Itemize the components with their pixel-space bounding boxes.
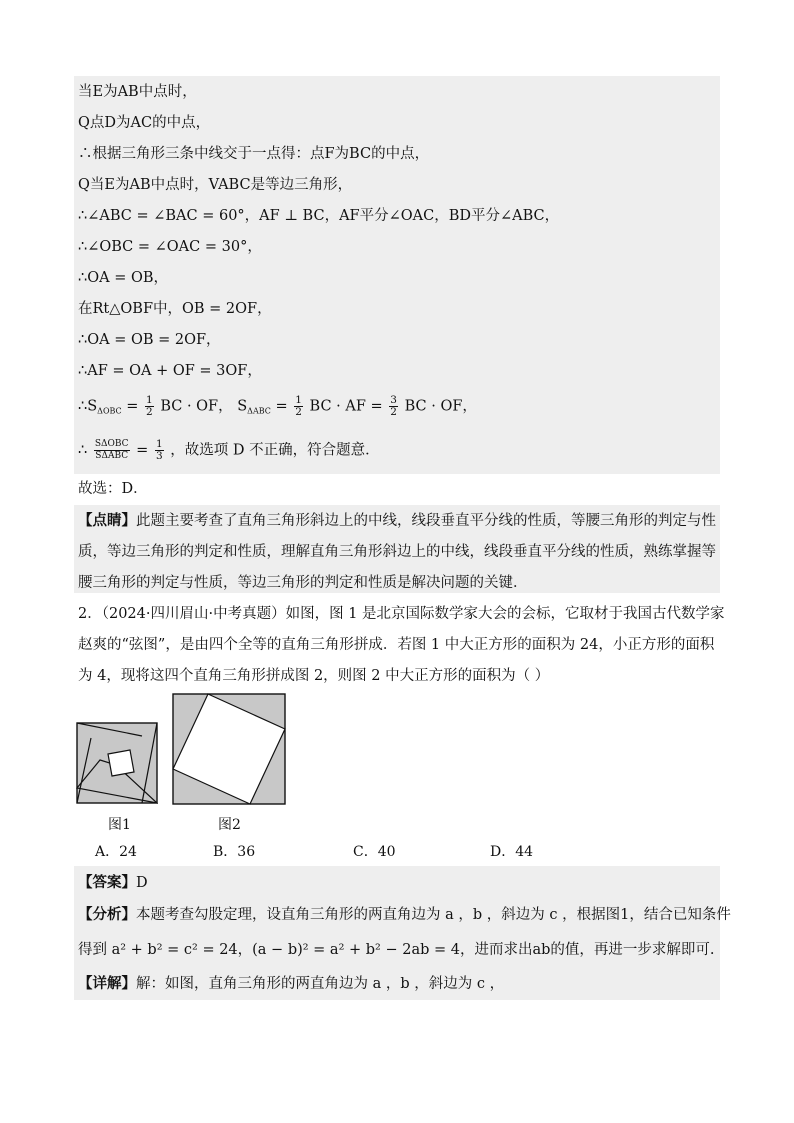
fraction-one-half: $\frac{1}{2}$	[146, 394, 153, 418]
comment-text: 此题主要考查了直角三角形斜边上的中线，线段垂直平分线的性质，等腰三角形的判定与性质，等边三角形的判定和性质，理解直角三角形斜边上的中线，线段垂直平分线的性质，熟练掌握等腰三角形的判定与性质，等边三角形的判定和性质是解决问题的关键．	[78, 513, 716, 591]
figure-1-caption: 图1	[108, 817, 131, 833]
answer-tag: 【答案】	[78, 874, 136, 891]
question-number: 2．	[78, 606, 102, 622]
comment-tag: 【点睛】	[78, 512, 136, 529]
solution-line-5: ∴∠ABC = ∠BAC = 60°，AF ⊥ BC，AF平分∠OAC，BD平分∠ABC，	[78, 208, 560, 224]
solution-line-9: ∴OA = OB = 2OF，	[78, 332, 221, 348]
option-b[interactable]: B．36	[213, 844, 256, 860]
fraction-one-third: $\frac{1}{3}$	[155, 438, 163, 462]
solution-line-3: ∴根据三角形三条中线交于一点得：点F为BC的中点，	[78, 146, 430, 162]
fraction-three-halves: $\frac{3}{2}$	[390, 394, 397, 418]
analysis-line-2: 得到 a² + b² = c² = 24，(a − b)² = a² + b² − 2ab = 4，进而求出ab的值，再进一步求解即可.	[78, 942, 715, 958]
detail-line	[78, 974, 504, 994]
solution-line-1: 当E为AB中点时，	[78, 84, 197, 100]
detail-text: 解：如图，直角三角形的两直角边为 a ，b ，斜边为 c ，	[136, 976, 505, 992]
solution-line-2: Q点D为AC的中点，	[78, 115, 211, 131]
analysis-line-1	[78, 905, 731, 925]
answer-value: D	[136, 875, 148, 891]
solution-line-10: ∴AF = OA + OF = 3OF，	[78, 363, 262, 379]
question-paragraph	[78, 599, 728, 692]
comment-paragraph	[78, 505, 728, 599]
answer-line	[78, 873, 148, 893]
figure-1-zhao-shuang-diagram	[76, 722, 158, 804]
fraction-area-ratio: $\frac{\text{SΔOBC}}{\text{SΔABC}}$	[94, 439, 129, 461]
option-d[interactable]: D．44	[490, 844, 534, 860]
solution-line-8: 在Rt△OBF中，OB = 2OF，	[78, 301, 272, 317]
analysis-text-1: 本题考查勾股定理，设直角三角形的两直角边为 a ，b ，斜边为 c ，根据图1，结合已知条件	[136, 907, 731, 923]
analysis-tag: 【分析】	[78, 906, 136, 923]
solution-line-12: ∴ $\frac{\text{SΔOBC}}{\text{SΔABC}}$ = $\frac{1}{3}$ ，故选项 D 不正确，符合题意．	[78, 438, 380, 462]
figure-2-caption: 图2	[218, 817, 241, 833]
option-c[interactable]: C．40	[353, 844, 396, 860]
question-text: 如图，图 1 是北京国际数学家大会的会标，它取材于我国古代数学家赵爽的“弦图”，是由四个全等的直角三角形拼成．若图 1 中大正方形的面积为 24，小正方形的面积为 4，现将这四个直角三角形拼成图 2，则图 2 中大正方形的面积为（ ）	[78, 606, 725, 684]
solution-line-11: $\therefore S_{\Delta OBC}$ = $\frac{1}{2}$ BC · OF， $S_{\Delta ABC}$ = $\frac{1}{2}$ BC · AF = $\frac{3}{2}$ BC · OF，	[78, 394, 477, 418]
question-source: （2024·四川眉山·中考真题）	[101, 606, 286, 622]
option-a[interactable]: A．24	[95, 844, 137, 860]
solution-line-6: ∴∠OBC = ∠OAC = 30°，	[78, 239, 262, 255]
solution-line-4: Q当E为AB中点时，VABC是等边三角形，	[78, 177, 353, 193]
figure-2-rearranged-square	[172, 693, 286, 805]
solution-line-7: ∴OA = OB，	[78, 270, 168, 286]
choose-line: 故选：D．	[78, 481, 148, 497]
fraction-one-half-2: $\frac{1}{2}$	[295, 394, 302, 418]
detail-tag: 【详解】	[78, 975, 136, 992]
